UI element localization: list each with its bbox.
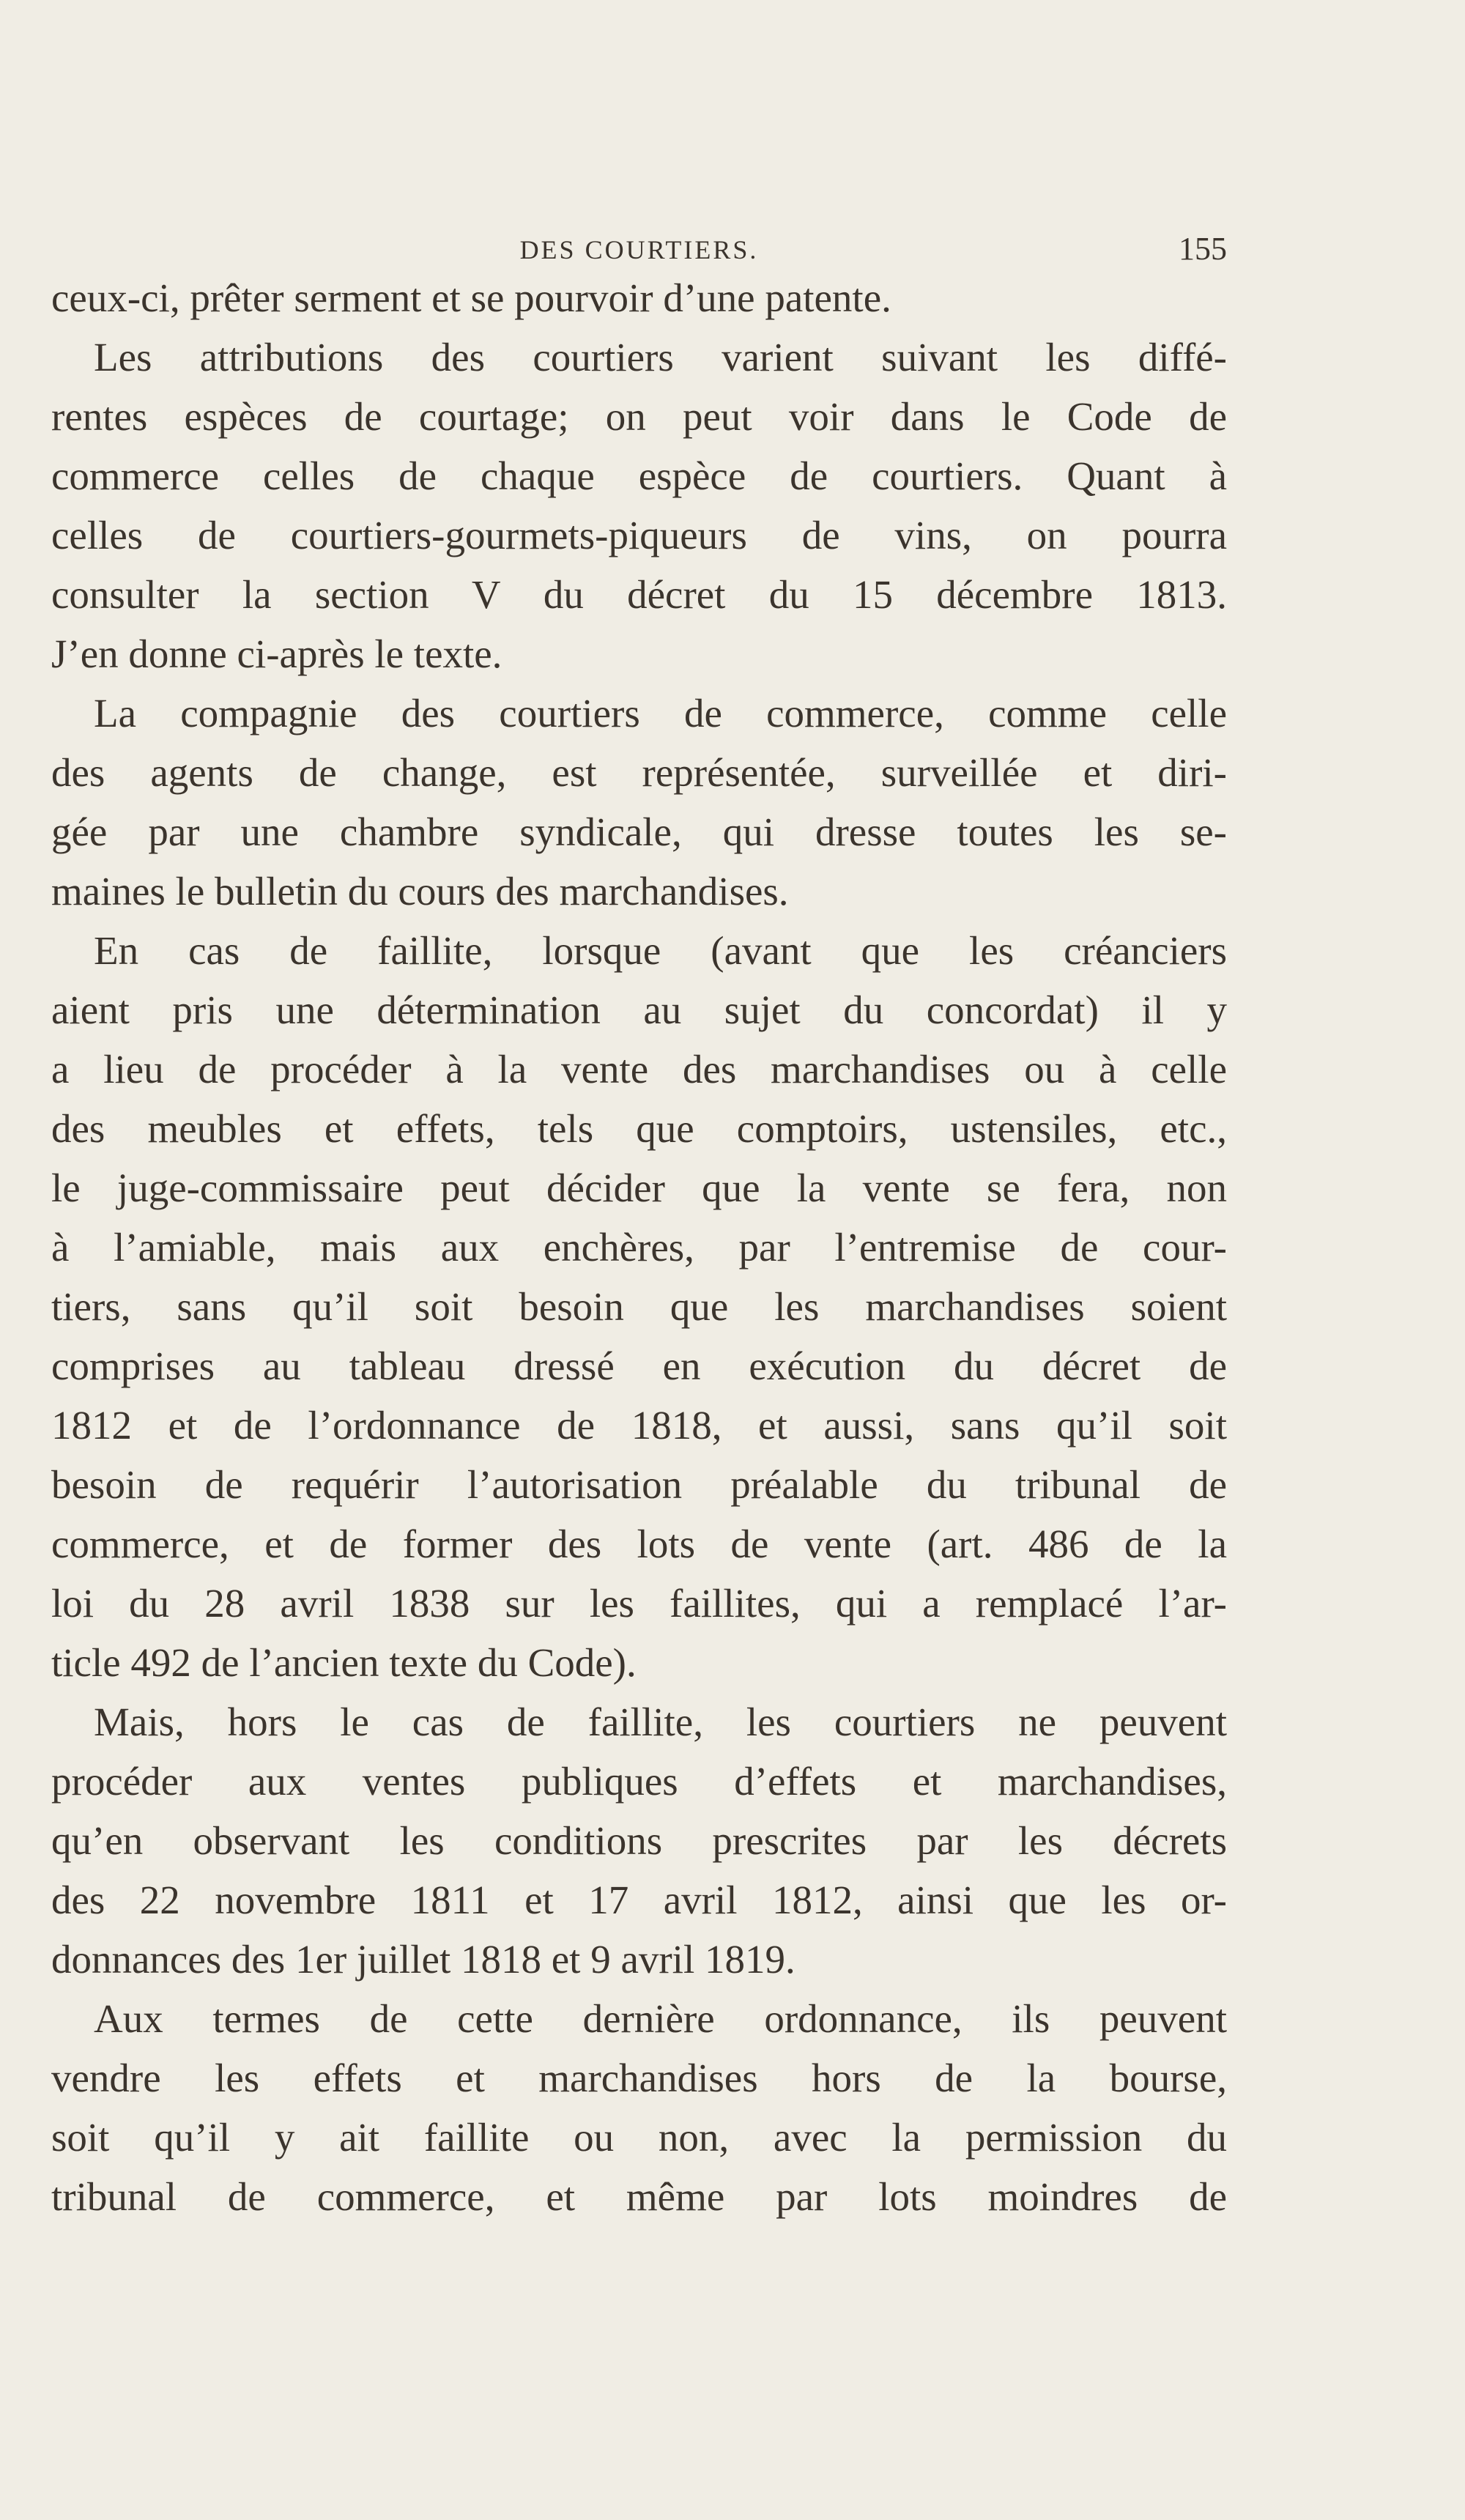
text-line: à l’amiable, mais aux enchères, par l’entremise de cour-: [51, 1225, 1227, 1270]
text-line: tribunal de commerce, et même par lots moindres de: [51, 2174, 1227, 2219]
text-line: des 22 novembre 1811 et 17 avril 1812, ainsi que les or-: [51, 1878, 1227, 1922]
text-line: qu’en observant les conditions prescrites par les décrets: [51, 1818, 1227, 1863]
text-line: a lieu de procéder à la vente des marchandises ou à celle: [51, 1047, 1227, 1092]
text-line: loi du 28 avril 1838 sur les faillites, qui a remplacé l’ar-: [51, 1581, 1227, 1626]
page-body-text: [51, 268, 1227, 2226]
text-line: vendre les effets et marchandises hors de la bourse,: [51, 2056, 1227, 2100]
text-line: aient pris une détermination au sujet du concordat) il y: [51, 987, 1227, 1032]
text-line: Mais, hors le cas de faillite, les courtiers ne peuvent: [94, 1700, 1227, 1744]
page-header: [51, 227, 1227, 271]
text-line: 1812 et de l’ordonnance de 1818, et aussi, sans qu’il soit: [51, 1403, 1227, 1448]
text-line: consulter la section V du décret du 15 décembre 1813.: [51, 572, 1227, 617]
text-line: La compagnie des courtiers de commerce, comme celle: [94, 691, 1227, 735]
text-line: maines le bulletin du cours des marchandises.: [51, 869, 789, 914]
text-line: rentes espèces de courtage; on peut voir dans le Code de: [51, 394, 1227, 439]
text-line: besoin de requérir l’autorisation préalable du tribunal de: [51, 1462, 1227, 1507]
text-line: En cas de faillite, lorsque (avant que les créanciers: [94, 928, 1227, 973]
text-line: ceux-ci, prêter serment et se pourvoir d’une patente.: [51, 275, 891, 320]
text-line: tiers, sans qu’il soit besoin que les marchandises soient: [51, 1284, 1227, 1329]
text-line: ticle 492 de l’ancien texte du Code).: [51, 1640, 637, 1685]
text-line: gée par une chambre syndicale, qui dresse toutes les se-: [51, 809, 1227, 854]
text-line: le juge-commissaire peut décider que la vente se fera, non: [51, 1166, 1227, 1210]
text-line: commerce celles de chaque espèce de courtiers. Quant à: [51, 453, 1227, 498]
text-line: Aux termes de cette dernière ordonnance, ils peuvent: [94, 1996, 1227, 2041]
text-line: soit qu’il y ait faillite ou non, avec la permission du: [51, 2115, 1227, 2160]
text-line: procéder aux ventes publiques d’effets et marchandises,: [51, 1759, 1227, 1804]
text-line: celles de courtiers-gourmets-piqueurs de vins, on pourra: [51, 513, 1227, 557]
text-line: Les attributions des courtiers varient suivant les diffé-: [94, 335, 1227, 379]
text-line: J’en donne ci-après le texte.: [51, 631, 502, 676]
text-line: des agents de change, est représentée, surveillée et diri-: [51, 750, 1227, 795]
text-line: des meubles et effets, tels que comptoirs, ustensiles, etc.,: [51, 1106, 1227, 1151]
text-line: commerce, et de former des lots de vente (art. 486 de la: [51, 1522, 1227, 1566]
text-line: donnances des 1er juillet 1818 et 9 avril 1819.: [51, 1937, 795, 1982]
page-number: 155: [1179, 231, 1227, 267]
running-title: DES COURTIERS.: [519, 235, 759, 264]
text-line: comprises au tableau dressé en exécution du décret de: [51, 1344, 1227, 1388]
